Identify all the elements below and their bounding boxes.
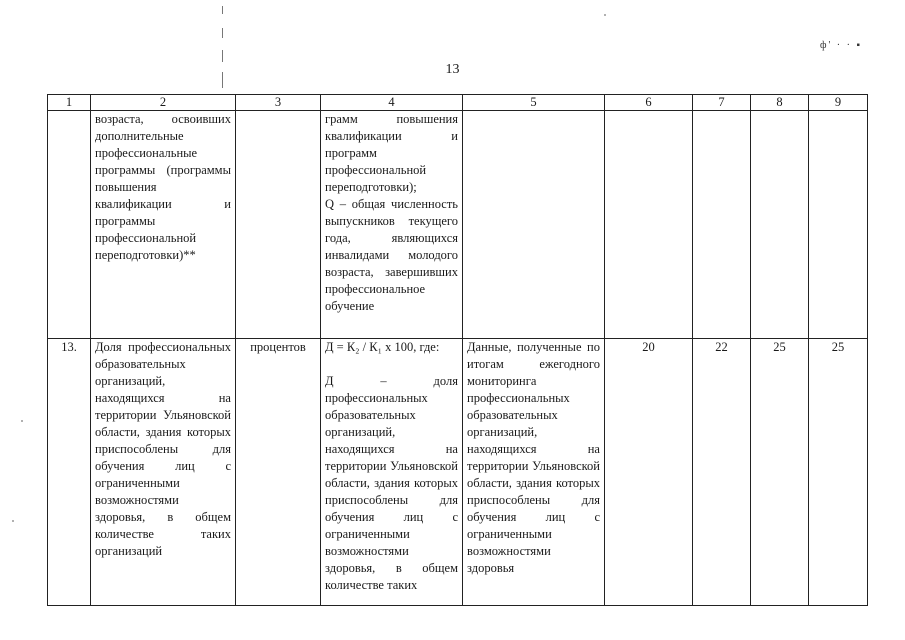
value-cell <box>751 111 809 339</box>
method-q-definition: Q – общая численность выпускников текущего года, являющихся инвалидами молодого возраста, завершивших профессиональное обучение <box>325 197 458 313</box>
header-row <box>48 95 868 111</box>
method-cell <box>321 339 463 606</box>
corner-mark: ф' · · ▪ <box>820 40 862 51</box>
page-number: 13 <box>445 62 460 77</box>
spacer <box>325 356 458 373</box>
value-cell-2022: 20 <box>605 339 693 606</box>
method-cell <box>321 111 463 339</box>
header-cell-1: 1 <box>48 95 91 111</box>
value-cell <box>693 111 751 339</box>
scan-dot <box>21 420 23 422</box>
header-cell-7: 7 <box>693 95 751 111</box>
method-text: грамм повышения квалификации и программ профессиональной переподготовки); <box>325 112 458 194</box>
table-row <box>48 111 868 339</box>
value-cell-2023: 22 <box>693 339 751 606</box>
unit-cell <box>236 111 321 339</box>
source-cell: Данные, полученные по итогам ежегодного мониторинга профессиональных образовательных организаций, находящихся на территории Ульяновской области, здания которых приспособлены для обучения лиц с ограниченными возможностями здоровья <box>463 339 605 606</box>
value-cell <box>809 111 868 339</box>
formula-definition: Д – доля профессиональных образовательных организаций, находящихся на территории Ульяновской области, здания которых приспособлены для обучения лиц с ограниченными возможностями здоровья, в общем количестве таких <box>325 374 458 592</box>
header-cell-2: 2 <box>91 95 236 111</box>
scan-dot <box>12 520 14 522</box>
indicators-table <box>47 94 868 606</box>
unit-cell: процентов <box>236 339 321 606</box>
indicator-name-cell: Доля профессиональных образовательных организаций, находящихся на территории Ульяновской области, здания которых приспособлены для обучения лиц с ограниченными возможностями здоровья, в общем количестве таких организаций <box>91 339 236 606</box>
header-cell-9: 9 <box>809 95 868 111</box>
row-number-cell <box>48 111 91 339</box>
value-cell <box>605 111 693 339</box>
value-cell-2025: 25 <box>809 339 868 606</box>
header-cell-5: 5 <box>463 95 605 111</box>
formula-text: Д = К₂ / К₁ x 100, где: <box>325 340 440 354</box>
table-row <box>48 339 868 606</box>
header-cell-8: 8 <box>751 95 809 111</box>
indicator-name-cell: возраста, освоивших дополнительные профессиональные программы (программы повышения квалификации и программы профессиональной переподготовки)** <box>91 111 236 339</box>
header-cell-3: 3 <box>236 95 321 111</box>
source-cell <box>463 111 605 339</box>
value-cell-2024: 25 <box>751 339 809 606</box>
header-cell-4: 4 <box>321 95 463 111</box>
header-cell-6: 6 <box>605 95 693 111</box>
row-number-cell: 13. <box>48 339 91 606</box>
scan-dot <box>604 14 606 16</box>
